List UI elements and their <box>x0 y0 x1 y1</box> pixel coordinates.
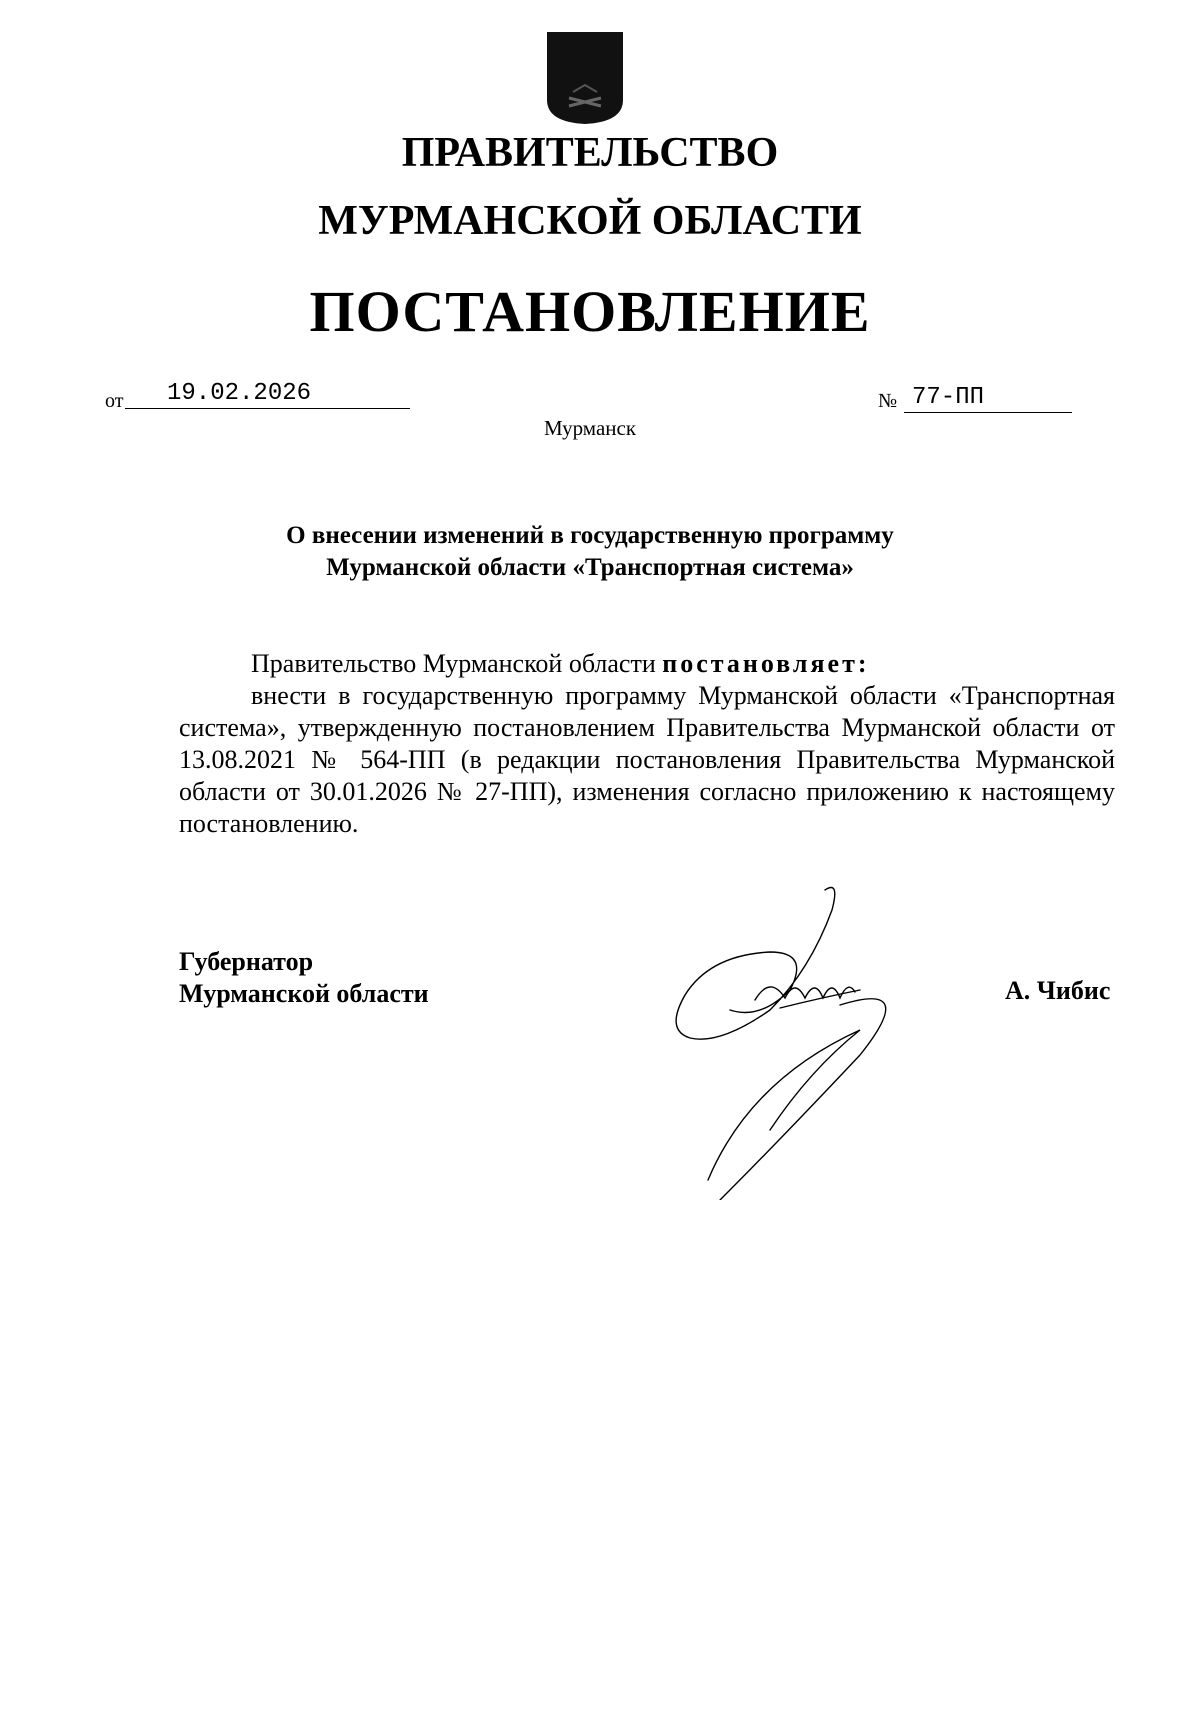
city: Мурманск <box>543 416 637 440</box>
decree-paragraph: внести в государственную программу Мурманской области «Транспортная система», утвержденную постановлением Правительства Мурманской области от 13.08.2021 № 564-ПП (в редакции постановления Правительства Мурманской области от 30.01.2026 № 27-ПП), изменения согласно приложению к настоящему постановлению. <box>179 681 1115 838</box>
intro-text: Правительство Мурманской области <box>251 649 656 678</box>
number-value: 77-ПП <box>904 384 1072 413</box>
title-line2: Мурманской области «Транспортная система» <box>326 554 854 581</box>
coat-of-arms-icon <box>545 30 625 125</box>
org-name-line2: МУРМАНСКОЙ ОБЛАСТИ <box>318 198 862 244</box>
document-body <box>179 648 1115 840</box>
date-value: 19.02.2026 <box>125 380 410 409</box>
title-line1: О внесении изменений в государственную программу <box>286 522 894 549</box>
number-prefix: № <box>878 390 898 412</box>
handwritten-signature <box>660 880 960 1200</box>
position-line1: Губернатор <box>179 947 314 976</box>
signatory-name: А. Чибис <box>1005 976 1111 1005</box>
date-prefix: от <box>105 390 124 412</box>
position-line2: Мурманской области <box>179 979 429 1008</box>
signatory-position <box>179 946 429 1010</box>
document-type: ПОСТАНОВЛЕНИЕ <box>309 279 871 344</box>
intro-line <box>179 648 1115 680</box>
decree-word: постановляет: <box>662 649 870 678</box>
document-title <box>0 520 1180 584</box>
org-name-line1: ПРАВИТЕЛЬСТВО <box>401 130 779 176</box>
